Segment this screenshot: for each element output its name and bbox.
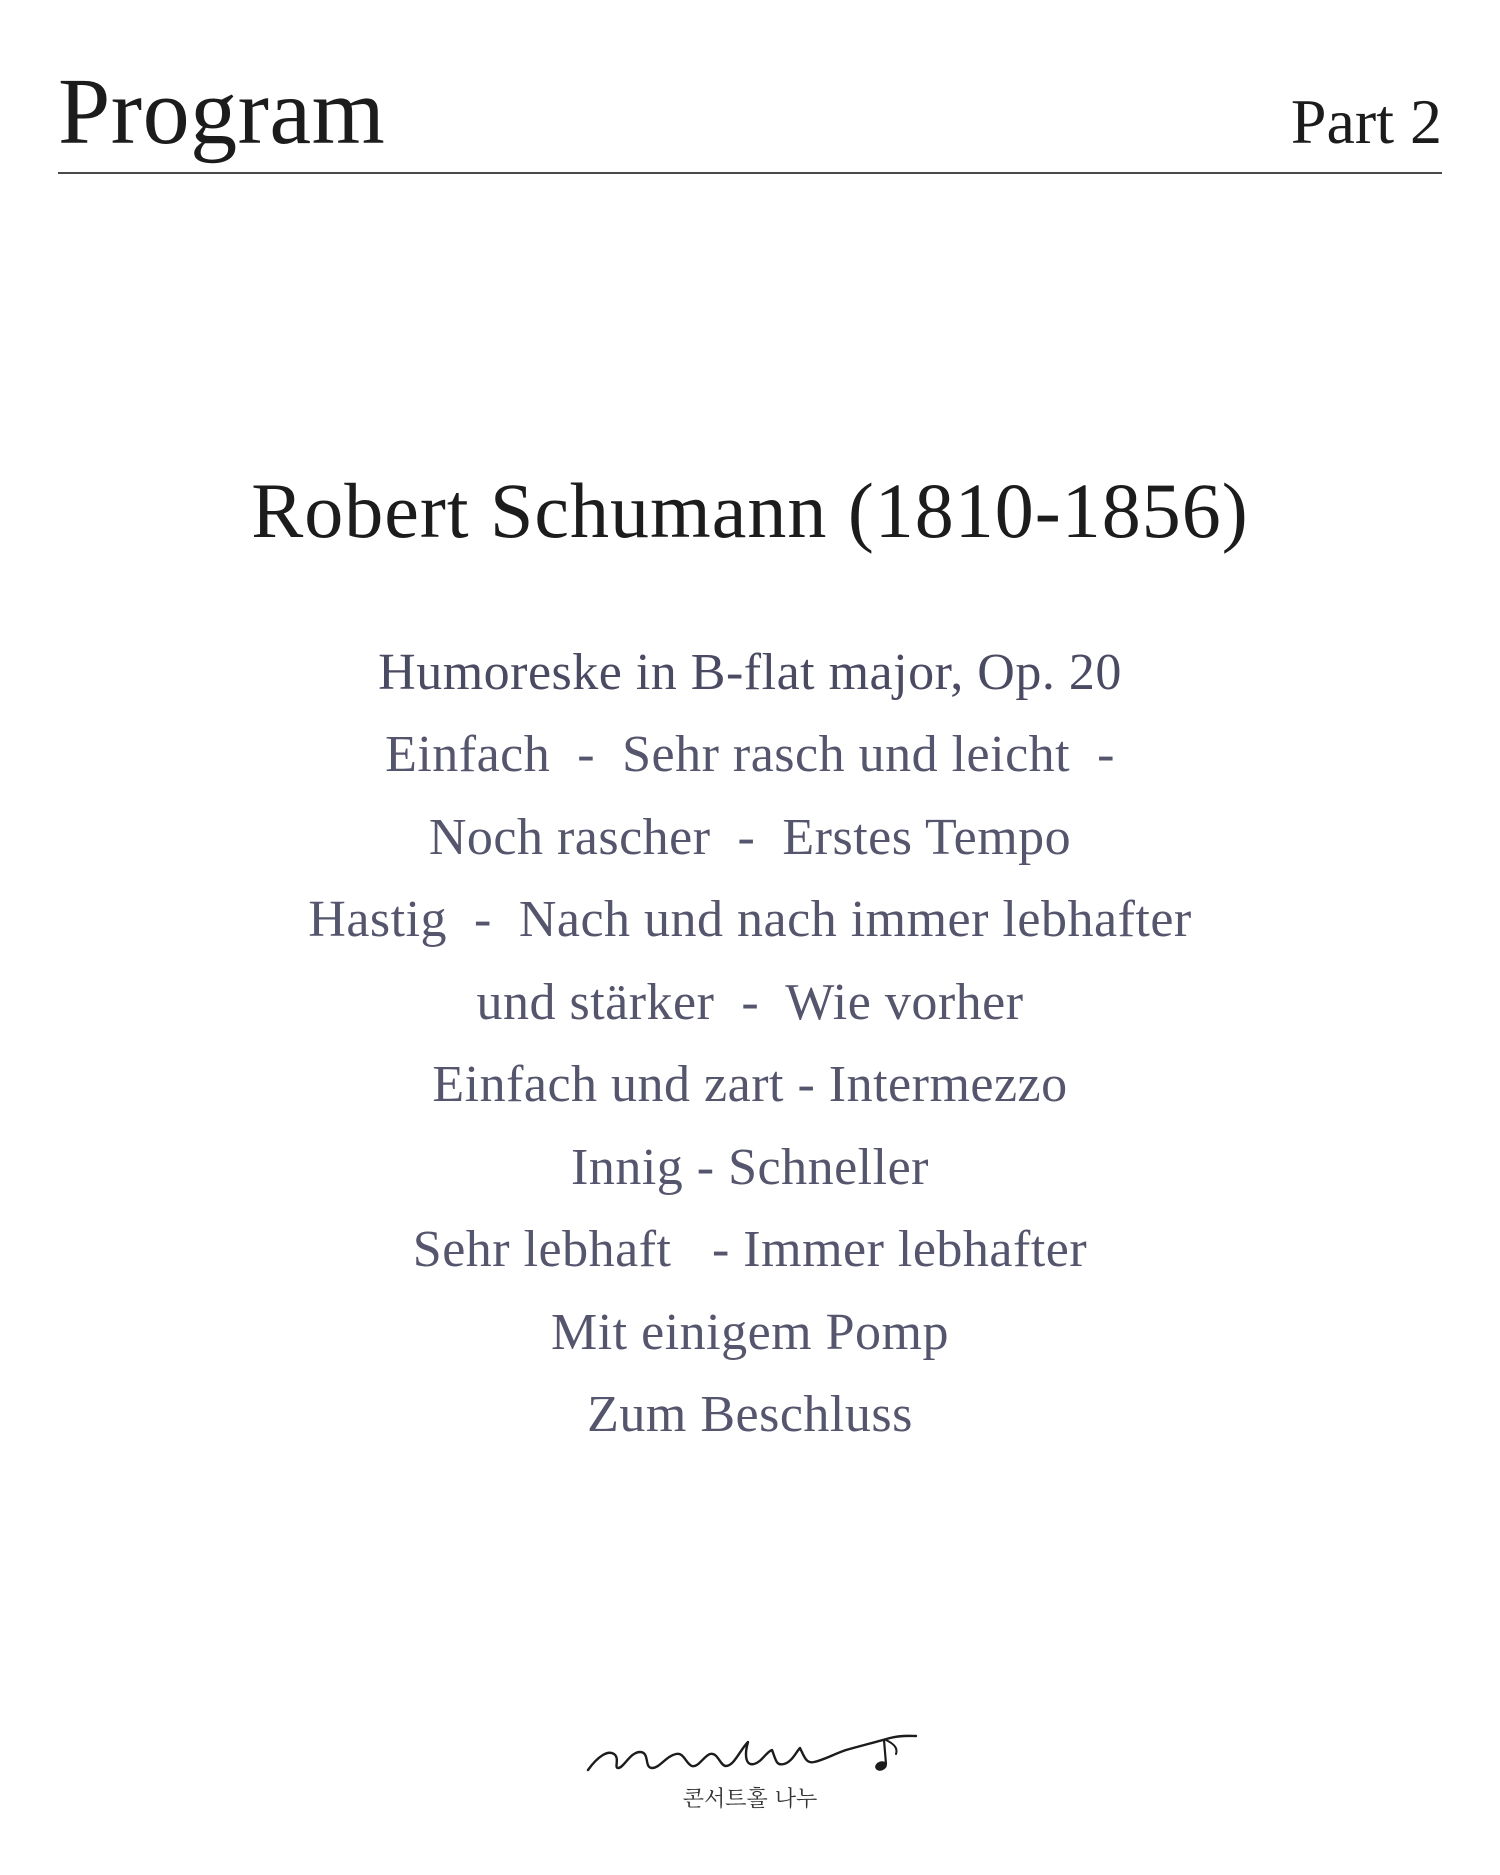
nanu-script-logo-icon [584,1712,924,1782]
composer-heading: Robert Schumann (1810-1856) [251,467,1249,554]
movement-line: Noch rascher - Erstes Tempo [428,808,1072,866]
movement-line: Mit einigem Pomp [551,1303,949,1361]
work-block [0,632,1500,1457]
movement-line: Sehr lebhaft - Immer lebhafter [412,1221,1088,1278]
movement-line: Zum Beschluss [587,1386,913,1443]
page-title: Program [58,60,386,164]
movement-line: Einfach - Sehr rasch und leicht - [385,726,1115,783]
movement-line: Einfach und zart - Intermezzo [432,1056,1068,1113]
logo-caption: 콘서트홀 나누 [682,1787,818,1812]
movement-line: und stärker - Wie vorher [476,973,1024,1031]
page-header [58,62,1442,174]
part-label: Part 2 [1290,86,1442,157]
nanu-logo [584,1712,924,1782]
work-title: Humoreske in B-flat major, Op. 20 [378,644,1122,701]
movement-line: Hastig - Nach und nach immer lebhafter [308,891,1192,948]
movement-line: Innig - Schneller [571,1138,929,1196]
